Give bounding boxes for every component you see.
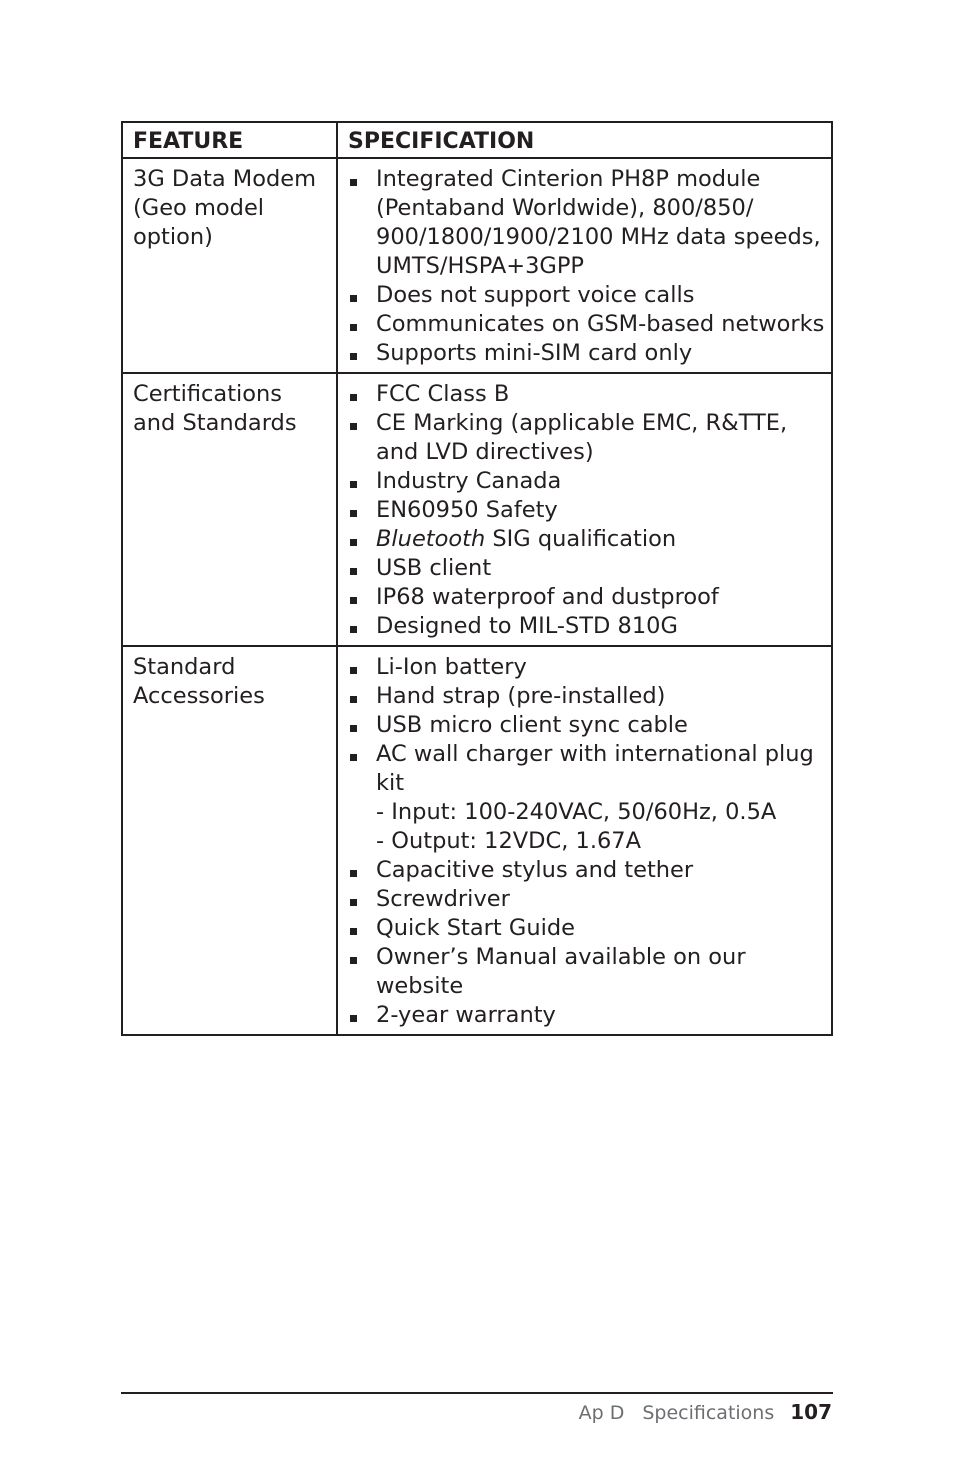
list-item: Screwdriver bbox=[346, 885, 825, 914]
list-item: CE Marking (applicable EMC, R&TTE, and LVD directives) bbox=[346, 409, 825, 467]
list-item: Capacitive stylus and tether bbox=[346, 856, 825, 885]
table-row bbox=[122, 646, 832, 1035]
feature-cell: Certifications and Standards bbox=[122, 373, 337, 646]
feature-cell: Standard Accessories bbox=[122, 646, 337, 1035]
list-item: Hand strap (pre-installed) bbox=[346, 682, 825, 711]
output-rating: - Output: 12VDC, 1.67A bbox=[376, 828, 642, 854]
header-specification: SPECIFICATION bbox=[337, 122, 832, 158]
table-row bbox=[122, 373, 832, 646]
list-item bbox=[346, 525, 825, 554]
list-item: Designed to MIL-STD 810G bbox=[346, 612, 825, 641]
input-rating: - Input: 100-240VAC, 50/60Hz, 0.5A bbox=[376, 799, 777, 825]
list-item: USB micro client sync cable bbox=[346, 711, 825, 740]
list-item: USB client bbox=[346, 554, 825, 583]
list-item: Communicates on GSM-based networks bbox=[346, 310, 825, 339]
list-item: 2-year warranty bbox=[346, 1001, 825, 1030]
specification-cell bbox=[337, 646, 832, 1035]
spec-list bbox=[346, 165, 825, 368]
list-item: Supports mini-SIM card only bbox=[346, 339, 825, 368]
list-item-text: AC wall charger with international plug kit bbox=[376, 741, 814, 796]
page-number: 107 bbox=[790, 1400, 832, 1424]
list-item: Quick Start Guide bbox=[346, 914, 825, 943]
footer-divider bbox=[121, 1392, 833, 1394]
list-item: Industry Canada bbox=[346, 467, 825, 496]
spec-list bbox=[346, 653, 825, 1030]
specifications-table bbox=[121, 121, 833, 1036]
table-row bbox=[122, 158, 832, 373]
header-feature: FEATURE bbox=[122, 122, 337, 158]
specification-cell bbox=[337, 373, 832, 646]
specification-cell bbox=[337, 158, 832, 373]
footer-chapter: Ap D bbox=[578, 1402, 625, 1424]
list-item-text: SIG qualification bbox=[485, 526, 677, 552]
page-footer bbox=[579, 1400, 832, 1424]
list-item: EN60950 Safety bbox=[346, 496, 825, 525]
feature-cell: 3G Data Modem (Geo model option) bbox=[122, 158, 337, 373]
list-item bbox=[346, 740, 825, 856]
list-item: IP68 waterproof and dustproof bbox=[346, 583, 825, 612]
list-item: Does not support voice calls bbox=[346, 281, 825, 310]
list-item: Li-Ion battery bbox=[346, 653, 825, 682]
table-header-row bbox=[122, 122, 832, 158]
list-item: Owner’s Manual available on our website bbox=[346, 943, 825, 1001]
list-item: FCC Class B bbox=[346, 380, 825, 409]
bluetooth-term: Bluetooth bbox=[376, 526, 486, 552]
footer-section: Specifications bbox=[642, 1402, 775, 1424]
list-item: Integrated Cinterion PH8P module (Pentaband Worldwide), 800/850/ 900/1800/1900/2100 MHz data speeds, UMTS/HSPA+3GPP bbox=[346, 165, 825, 281]
spec-list bbox=[346, 380, 825, 641]
